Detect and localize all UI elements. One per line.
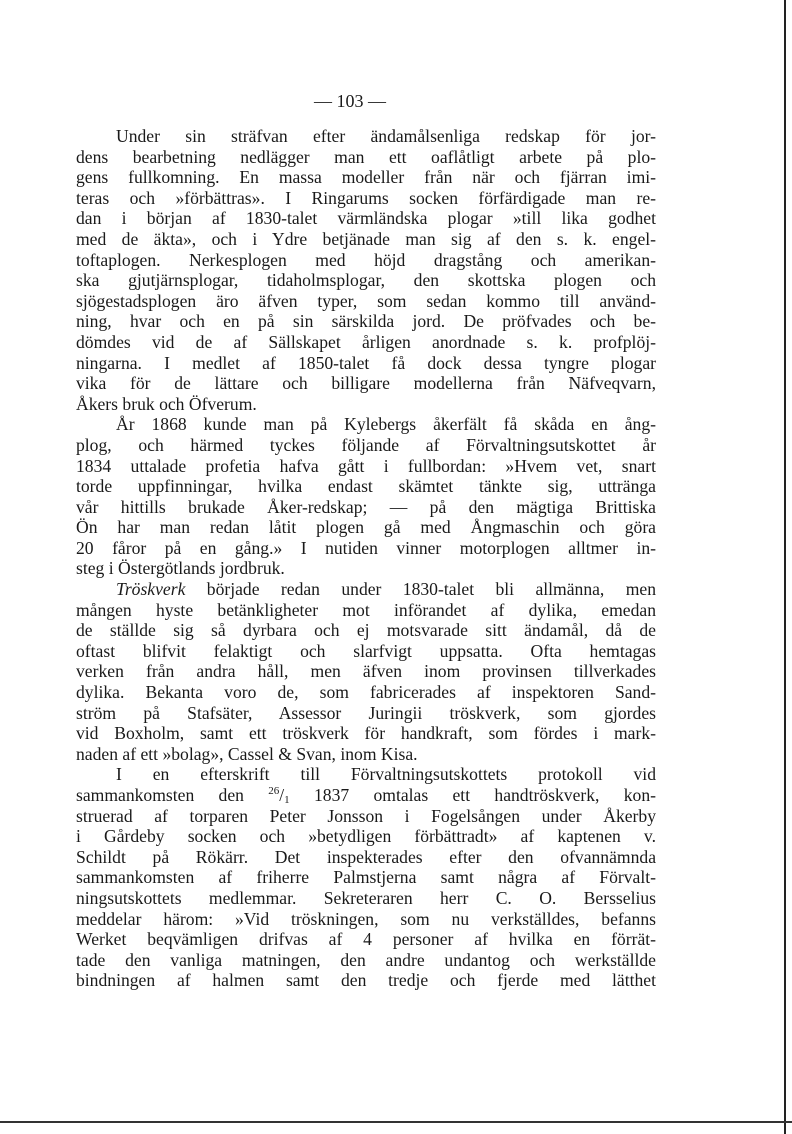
- body-text: [76, 126, 656, 991]
- text-line: Schildt på Rökärr. Det inspekterades efter den ofvannämnda: [76, 846, 656, 867]
- text-line: ningsutskottets medlemmar. Sekreteraren herr C. O. Bersselius: [76, 887, 656, 908]
- text-line: gens fullkomning. En massa modeller från när och fjärran imi-: [76, 167, 656, 188]
- text-line: mången hyste betänkligheter mot införandet af dylika, emedan: [76, 599, 656, 620]
- text-line: torde uppfinningar, hvilka endast skämtet tänkte sig, uttränga: [76, 476, 656, 497]
- scan-edge-bottom: [0, 1121, 792, 1123]
- text-line: vika för de lättare och billigare modellerna från Näfveqvarn,: [76, 373, 656, 394]
- text-line: År 1868 kunde man på Kylebergs åkerfält få skåda en ång-: [116, 414, 656, 435]
- page-number: — 103 —: [314, 91, 386, 111]
- text-line: [76, 785, 656, 806]
- text-line: ning, hvar och en på sin särskilda jord. De pröfvades och be-: [76, 311, 656, 332]
- paragraph: [76, 579, 656, 764]
- text-line: med de äkta», och i Ydre betjänade man sig af den s. k. engel-: [76, 228, 656, 249]
- text-segment: började redan under 1830-talet bli allmänna, men: [185, 579, 656, 600]
- text-line: tade den vanliga matningen, den andre undantog och werkställde: [76, 949, 656, 970]
- italic-term: Tröskverk: [116, 579, 186, 600]
- text-line: 1834 uttalade profetia hafva gått i fullbordan: »Hvem vet, snart: [76, 455, 656, 476]
- text-line: steg i Östergötlands jordbruk.: [76, 558, 285, 579]
- text-line: dan i början af 1830-talet värmländska plogar »till lika godhet: [76, 208, 656, 229]
- text-line: dömdes vid de af Sällskapet årligen anordnade s. k. profplöj-: [76, 331, 656, 352]
- paragraph: [76, 764, 656, 991]
- text-line: bindningen af halmen samt den tredje och fjerde med lätthet: [76, 970, 656, 991]
- text-segment: /: [279, 785, 285, 805]
- text-segment: 26: [268, 785, 280, 797]
- text-line: ström på Stafsäter, Assessor Juringii tröskverk, som gjordes: [76, 702, 656, 723]
- text-line: teras och »förbättras». I Ringarums socken förfärdigade man re-: [76, 187, 656, 208]
- text-line: de ställde sig så dyrbara och ej motsvarade sitt ändamål, då de: [76, 620, 656, 641]
- text-line: I en efterskrift till Förvaltningsutskottets protokoll vid: [116, 764, 656, 785]
- text-line: 20 fåror på en gång.» I nutiden vinner motorplogen alltmer in-: [76, 537, 656, 558]
- text-line: plog, och härmed tyckes följande af Förvaltningsutskottet år: [76, 434, 656, 455]
- text-line: oftast blifvit felaktigt och slarfvigt uppsatta. Ofta hemtagas: [76, 640, 656, 661]
- text-line: sammankomsten af friherre Palmstjerna samt några af Förvalt-: [76, 867, 656, 888]
- text-segment: 1837 omtalas ett handtröskverk, kon-: [289, 785, 656, 805]
- paragraph: [76, 126, 656, 414]
- text-line: dylika. Bekanta voro de, som fabricerades af inspektoren Sand-: [76, 682, 656, 703]
- text-line: vid Boxholm, samt ett tröskverk för handkraft, som fördes i mark-: [76, 723, 656, 744]
- text-line: vår hittills brukade Åker-redskap; — på den mägtiga Brittiska: [76, 496, 656, 517]
- scan-edge-right: [784, 0, 786, 1134]
- text-line: dens bearbetning nedlägger man ett oaflåtligt arbete på plo-: [76, 146, 656, 167]
- text-line: struerad af torparen Peter Jonsson i Fogelsången under Åkerby: [76, 805, 656, 826]
- paragraph: [76, 414, 656, 579]
- text-line: verken från andra håll, men äfven inom provinsen tillverkades: [76, 661, 656, 682]
- text-line: ska gjutjärnsplogar, tidaholmsplogar, den skottska plogen och: [76, 270, 656, 291]
- text-line: sjögestadsplogen äro äfven typer, som sedan kommo till använd-: [76, 290, 656, 311]
- text-line: Åkers bruk och Öfverum.: [76, 393, 257, 414]
- text-line: i Gårdeby socken och »betydligen förbättradt» af kaptenen v.: [76, 826, 656, 847]
- text-segment: 1: [284, 794, 290, 806]
- text-line: meddelar härom: »Vid tröskningen, som nu verkställdes, befanns: [76, 908, 656, 929]
- text-line: toftaplogen. Nerkesplogen med höjd dragstång och amerikan-: [76, 249, 656, 270]
- text-line: ningarna. I medlet af 1850-talet få dock dessa tyngre plogar: [76, 352, 656, 373]
- text-line: naden af ett »bolag», Cassel & Svan, inom Kisa.: [76, 743, 418, 764]
- text-line: Werket beqvämligen drifvas af 4 personer af hvilka en förrät-: [76, 929, 656, 950]
- text-line: Ön har man redan låtit plogen gå med Ångmaschin och göra: [76, 517, 656, 538]
- text-line: [76, 579, 656, 600]
- text-line: Under sin sträfvan efter ändamålsenliga redskap för jor-: [116, 126, 656, 146]
- text-segment: sammankomsten den: [76, 785, 269, 805]
